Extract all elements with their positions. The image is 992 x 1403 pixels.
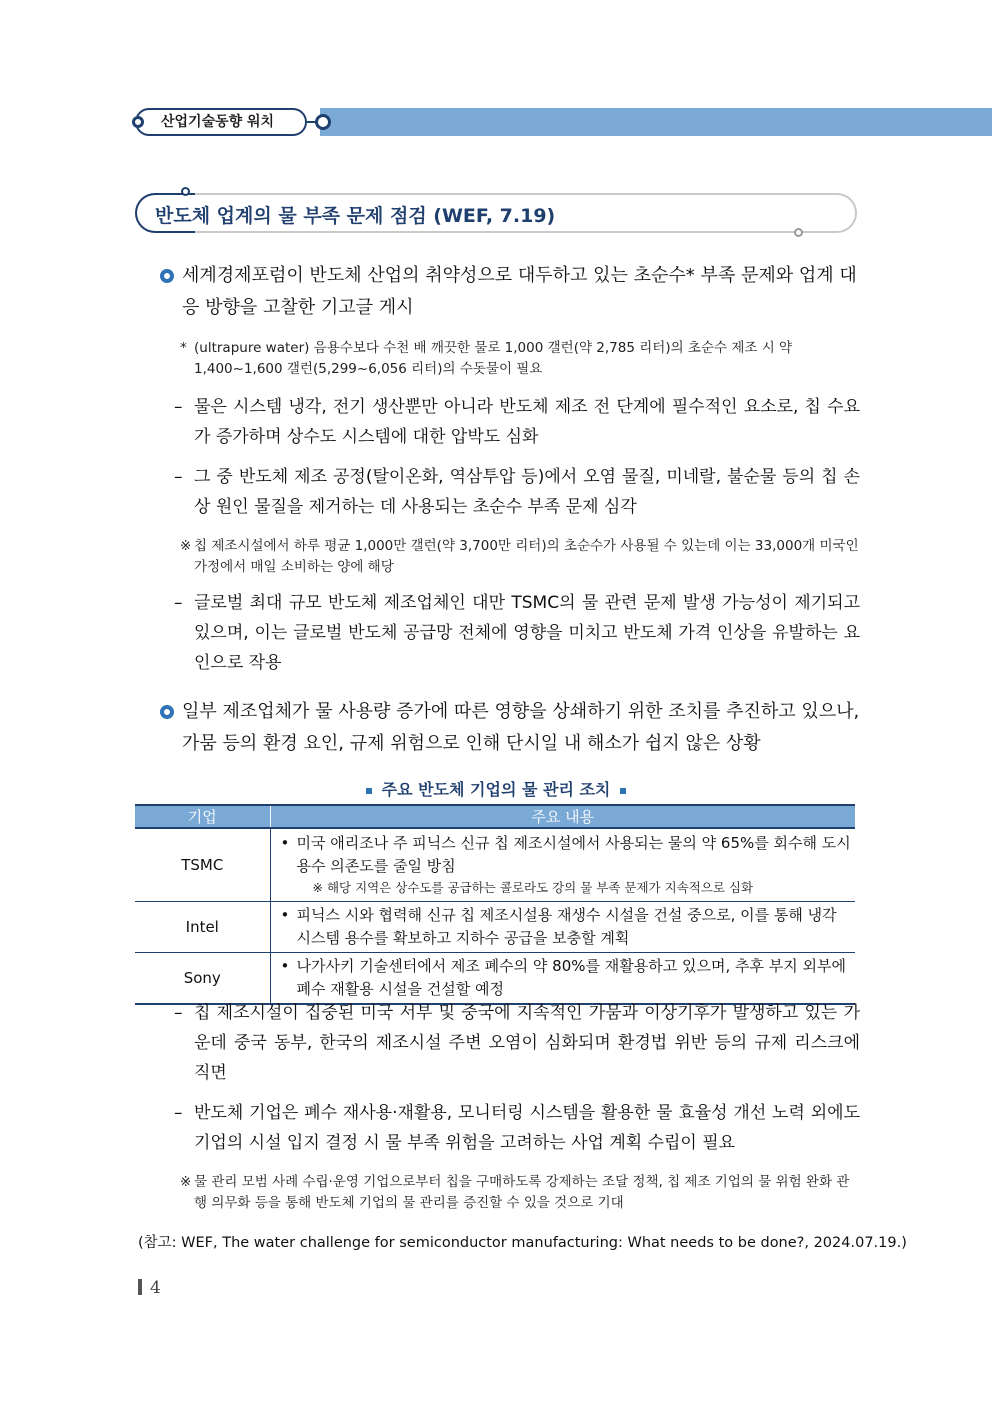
dash-item xyxy=(160,462,860,522)
table-caption xyxy=(0,777,992,800)
dash-mark: – xyxy=(174,593,183,613)
header-dot-left xyxy=(132,116,144,128)
reference-citation: (참고: WEF, The water challenge for semiconductor manufacturing: What needs to be done?, 2024.07.19.) xyxy=(138,1235,907,1251)
dot-mark: • xyxy=(280,905,290,924)
content-line xyxy=(281,832,852,878)
water-management-table xyxy=(135,804,855,1005)
note-2 xyxy=(160,536,860,578)
dash-item xyxy=(160,392,860,452)
section-dot-top xyxy=(181,187,190,196)
dash-text: 그 중 반도체 제조 공정(탈이온화, 역삼투압 등)에서 오염 물질, 미네랄, 불순물 등의 칩 손상 원인 물질을 제거하는 데 사용되는 초순수 부족 문제 심각 xyxy=(194,467,860,517)
content-cell xyxy=(270,828,855,901)
bullet-1 xyxy=(160,260,860,324)
square-bullet-icon xyxy=(366,788,372,794)
table-row xyxy=(135,828,855,901)
dash-item xyxy=(160,998,860,1088)
company-cell: TSMC xyxy=(135,828,270,901)
dot-mark: • xyxy=(280,833,290,852)
content-cell xyxy=(270,901,855,952)
company-cell: Intel xyxy=(135,901,270,952)
note-1-block xyxy=(160,338,860,380)
company-cell: Sony xyxy=(135,952,270,1004)
content-text: 미국 애리조나 주 피닉스 신규 칩 제조시설에서 사용되는 물의 약 65%를 회수해 도시 용수 의존도를 줄일 방침 xyxy=(296,833,851,875)
dash-mark: – xyxy=(174,397,183,417)
dash-text: 물은 시스템 냉각, 전기 생산뿐만 아니라 반도체 제조 전 단계에 필수적인 요소로, 칩 수요가 증가하며 상수도 시스템에 대한 압박도 심화 xyxy=(194,397,860,447)
bullet-1-block xyxy=(160,260,860,324)
content-note: ※ 해당 지역은 상수도를 공급하는 콜로라도 강의 물 부족 문제가 지속적으로 심화 xyxy=(312,879,754,895)
dash-4-block xyxy=(160,998,860,1088)
content-text: 피닉스 시와 협력해 신규 칩 제조시설용 재생수 시설을 건설 중으로, 이를 통해 냉각 시스템 용수를 확보하고 지하수 공급을 보충할 계획 xyxy=(296,905,837,947)
dash-mark: – xyxy=(174,467,183,487)
dash-3-block xyxy=(160,588,860,678)
bullet-2-text: 일부 제조업체가 물 사용량 증가에 따른 영향을 상쇄하기 위한 조치를 추진하고 있으나, 가뭄 등의 환경 요인, 규제 위험으로 인해 단시일 내 해소가 쉽지 않은 상황 xyxy=(182,701,860,754)
header-band xyxy=(320,108,992,136)
dash-1-block xyxy=(160,392,860,452)
dash-item xyxy=(160,588,860,678)
table-row xyxy=(135,901,855,952)
table-header-company: 기업 xyxy=(135,805,270,828)
ring-bullet-icon xyxy=(160,705,174,719)
page-marker-bar xyxy=(138,1279,142,1295)
square-bullet-icon xyxy=(620,788,626,794)
note-1-text: (ultrapure water) 음용수보다 수천 배 깨끗한 물로 1,000 갤런(약 2,785 리터)의 초순수 제조 시 약 1,400~1,600 갤런(5,299~6,056 리터)의 수돗물이 필요 xyxy=(194,340,793,377)
bullet-2-block xyxy=(160,696,860,760)
content-cell xyxy=(270,952,855,1004)
content-text: 나가사키 기술센터에서 제조 폐수의 약 80%를 재활용하고 있으며, 추후 부지 외부에 폐수 재활용 시설을 건설할 예정 xyxy=(296,956,846,998)
note-3 xyxy=(160,1172,860,1214)
reference-mark: ※ xyxy=(180,1174,192,1190)
page-number-text: 4 xyxy=(150,1278,161,1298)
page-number xyxy=(138,1278,161,1298)
note-3-text: 물 관리 모범 사례 수립·운영 기업으로부터 칩을 구매하도록 강제하는 조달 정책, 칩 제조 기업의 물 위험 완화 관행 의무화 등을 통해 반도체 기업의 물 관리를 증진할 수 있을 것으로 기대 xyxy=(194,1174,850,1211)
bullet-2 xyxy=(160,696,860,760)
section-title: 반도체 업계의 물 부족 문제 점검 (WEF, 7.19) xyxy=(155,205,556,227)
dot-mark: • xyxy=(280,956,290,975)
header-dot-right xyxy=(315,114,331,130)
table-header-content: 주요 내용 xyxy=(270,805,855,828)
bullet-1-text: 세계경제포럼이 반도체 산업의 취약성으로 대두하고 있는 초순수* 부족 문제와 업계 대응 방향을 고찰한 기고글 게시 xyxy=(182,265,857,318)
table-caption-text: 주요 반도체 기업의 물 관리 조치 xyxy=(381,780,611,799)
dash-text: 칩 제조시설이 집중된 미국 서부 및 중국에 지속적인 가뭄과 이상기후가 발생하고 있는 가운데 중국 동부, 한국의 제조시설 주변 오염이 심화되며 환경법 위반 등의 규제 리스크에 직면 xyxy=(194,1003,860,1083)
dash-mark: – xyxy=(174,1003,183,1023)
content-line xyxy=(281,955,852,1001)
reference-mark: ※ xyxy=(180,538,192,554)
dash-text: 글로벌 최대 규모 반도체 제조업체인 대만 TSMC의 물 관련 문제 발생 가능성이 제기되고 있으며, 이는 글로벌 반도체 공급망 전체에 영향을 미치고 반도체 가격 인상을 유발하는 요인으로 작용 xyxy=(194,593,860,673)
content-line xyxy=(281,904,852,950)
dash-mark: – xyxy=(174,1103,183,1123)
note-2-text: 칩 제조시설에서 하루 평균 1,000만 갤런(약 3,700만 리터)의 초순수가 사용될 수 있는데 이는 33,000개 미국인 가정에서 매일 소비하는 양에 해당 xyxy=(194,538,859,575)
note-1 xyxy=(160,338,860,380)
note-2-block xyxy=(160,536,860,578)
ring-bullet-icon xyxy=(160,269,174,283)
asterisk-mark: * xyxy=(180,340,187,356)
dash-item xyxy=(160,1098,860,1158)
table-row xyxy=(135,952,855,1004)
dash-text: 반도체 기업은 폐수 재사용·재활용, 모니터링 시스템을 활용한 물 효율성 개선 노력 외에도 기업의 시설 입지 결정 시 물 부족 위험을 고려하는 사업 계획 수립이 필요 xyxy=(194,1103,860,1153)
note-3-block xyxy=(160,1172,860,1214)
section-dot-bottom xyxy=(794,228,803,237)
dash-5-block xyxy=(160,1098,860,1158)
header-label: 산업기술동향 워치 xyxy=(135,108,307,136)
dash-2-block xyxy=(160,462,860,522)
